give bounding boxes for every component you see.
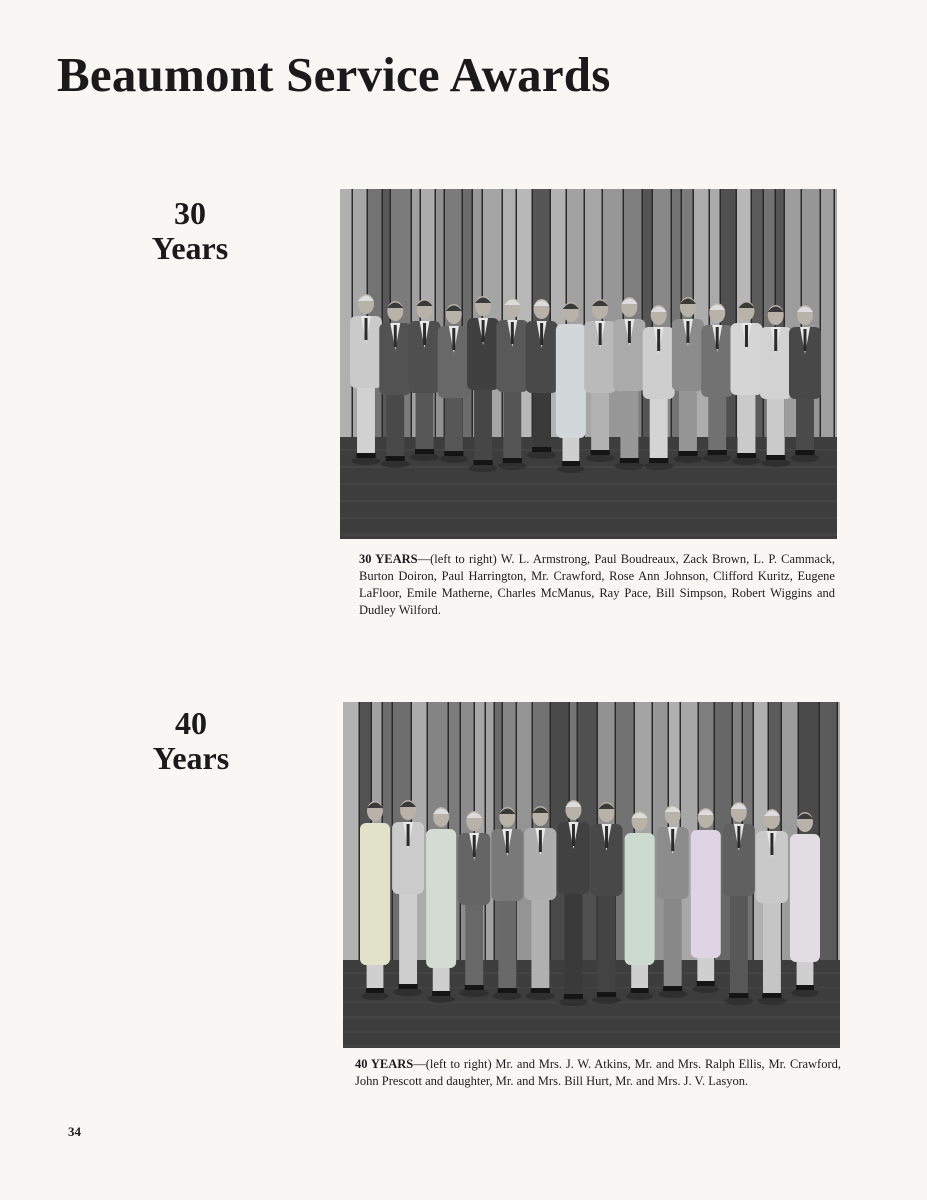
photo-caption-30-years (359, 551, 835, 619)
section-heading-40-years (141, 706, 241, 776)
page-number: 34 (68, 1124, 81, 1139)
group-photo-30-years (340, 189, 837, 539)
section-heading-30-years (140, 196, 240, 266)
caption-body: —(left to right) Mr. and Mrs. J. W. Atkins, Mr. and Mrs. Ralph Ellis, Mr. Crawford, John Prescott and daughter, Mr. and Mrs. Bill Hurt, Mr. and Mrs. J. V. Lasyon. (355, 1057, 841, 1088)
section-number: 30 (174, 195, 206, 231)
page-title: Beaumont Service Awards (57, 47, 611, 102)
caption-lead: 30 YEARS (359, 552, 418, 566)
caption-body: —(left to right) W. L. Armstrong, Paul Boudreaux, Zack Brown, L. P. Cammack, Burton Doiron, Paul Harrington, Mr. Crawford, Rose Ann Johnson, Clifford Kuritz, Eugene LaFloor, Emile Matherne, Charles McManus, Ray Pace, Bill Simpson, Robert Wiggins and Dudley Wilford. (359, 552, 835, 617)
caption-lead: 40 YEARS (355, 1057, 414, 1071)
group-photo-40-years (343, 702, 840, 1048)
section-number: 40 (175, 705, 207, 741)
photo-caption-40-years (355, 1056, 841, 1090)
section-label: Years (152, 740, 230, 777)
section-label: Years (151, 230, 229, 267)
